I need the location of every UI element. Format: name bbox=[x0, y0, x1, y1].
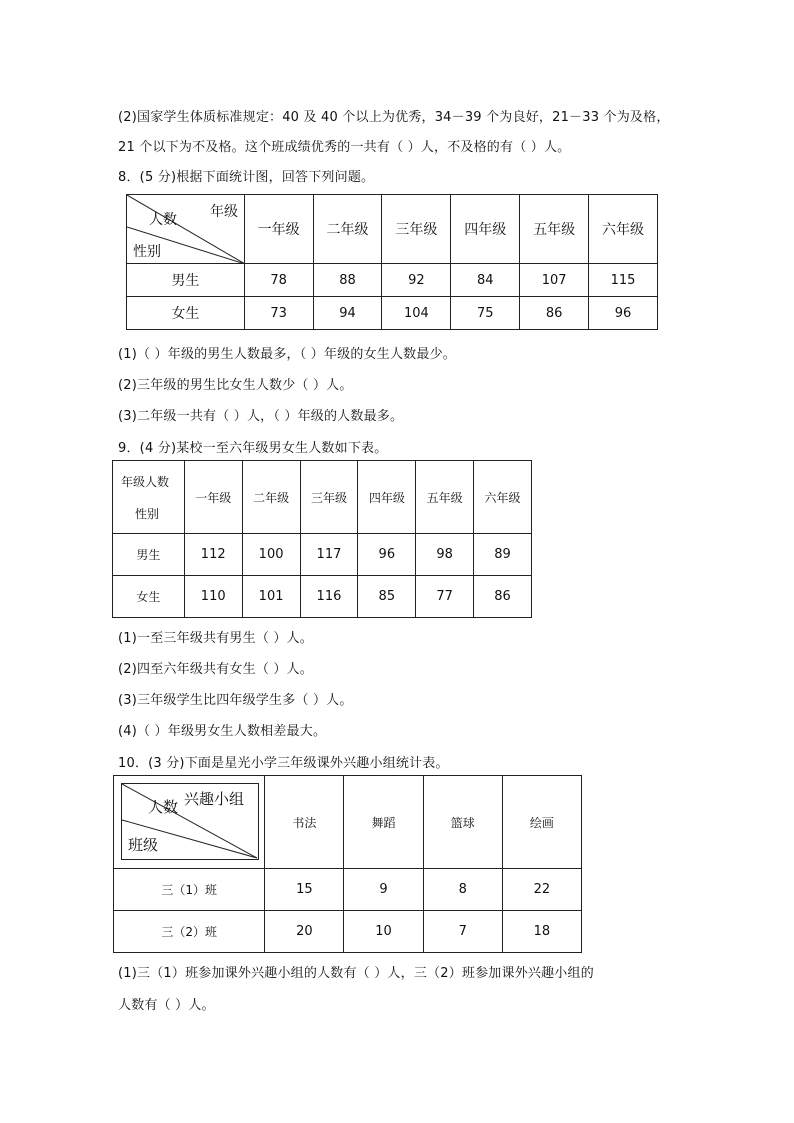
table-cell: 100 bbox=[242, 534, 300, 576]
table-cell: 10 bbox=[344, 911, 423, 953]
table-row bbox=[114, 911, 582, 953]
table-cell: 116 bbox=[300, 576, 358, 618]
q9-row-label-girls: 女生 bbox=[113, 576, 185, 618]
q8-header-1: 一年级 bbox=[244, 195, 313, 264]
q10-corner-mid: 人数 bbox=[148, 798, 179, 816]
table-cell: 96 bbox=[589, 297, 658, 330]
q10-corner-header bbox=[114, 776, 265, 869]
table-cell: 110 bbox=[184, 576, 242, 618]
q7-text-line1: (2)国家学生体质标准规定：40 及 40 个以上为优秀，34－39 个为良好，21－33 个为及格， bbox=[118, 110, 670, 125]
q8-corner-top: 年级 bbox=[210, 204, 238, 220]
q8-row-label-boys: 男生 bbox=[127, 264, 245, 297]
q8-question-1: (1)（ ）年级的男生人数最多，（ ）年级的女生人数最少。 bbox=[118, 347, 456, 362]
table-cell: 75 bbox=[451, 297, 520, 330]
table-cell: 117 bbox=[300, 534, 358, 576]
q10-row-label-class2: 三（2）班 bbox=[114, 911, 265, 953]
q8-header-5: 五年级 bbox=[520, 195, 589, 264]
table-cell: 101 bbox=[242, 576, 300, 618]
table-row bbox=[127, 297, 658, 330]
table-cell: 18 bbox=[502, 911, 581, 953]
table-cell: 15 bbox=[265, 869, 344, 911]
q10-question-1-line1: (1)三（1）班参加课外兴趣小组的人数有（ ）人，三（2）班参加课外兴趣小组的 bbox=[118, 966, 594, 981]
table-cell: 73 bbox=[244, 297, 313, 330]
q9-question-4: (4)（ ）年级男女生人数相差最大。 bbox=[118, 724, 327, 739]
table-cell: 9 bbox=[344, 869, 423, 911]
q10-header-2: 舞蹈 bbox=[344, 776, 423, 869]
table-cell: 78 bbox=[244, 264, 313, 297]
q9-header-1: 一年级 bbox=[184, 461, 242, 534]
table-cell: 20 bbox=[265, 911, 344, 953]
table-cell: 84 bbox=[451, 264, 520, 297]
q8-row-label-girls: 女生 bbox=[127, 297, 245, 330]
q7-text-line2: 21 个以下为不及格。这个班成绩优秀的一共有（ ）人，不及格的有（ ）人。 bbox=[118, 140, 571, 155]
q9-title: 9．(4 分)某校一至六年级男女生人数如下表。 bbox=[118, 441, 388, 456]
table-cell: 115 bbox=[589, 264, 658, 297]
q9-header-6: 六年级 bbox=[474, 461, 532, 534]
q10-header-1: 书法 bbox=[265, 776, 344, 869]
q8-question-2: (2)三年级的男生比女生人数少（ ）人。 bbox=[118, 378, 353, 393]
table-cell: 8 bbox=[423, 869, 502, 911]
table-row bbox=[113, 576, 532, 618]
q10-title: 10．(3 分)下面是星光小学三年级课外兴趣小组统计表。 bbox=[118, 756, 449, 771]
q10-header-3: 篮球 bbox=[423, 776, 502, 869]
table-row bbox=[114, 869, 582, 911]
table-cell: 96 bbox=[358, 534, 416, 576]
table-row bbox=[127, 264, 658, 297]
table-cell: 107 bbox=[520, 264, 589, 297]
q8-header-6: 六年级 bbox=[589, 195, 658, 264]
q9-header-3: 三年级 bbox=[300, 461, 358, 534]
q10-question-1-line2: 人数有（ ）人。 bbox=[118, 998, 215, 1013]
q10-row-label-class1: 三（1）班 bbox=[114, 869, 265, 911]
table-cell: 85 bbox=[358, 576, 416, 618]
q10-table bbox=[113, 775, 582, 953]
q8-header-4: 四年级 bbox=[451, 195, 520, 264]
q9-header-2: 二年级 bbox=[242, 461, 300, 534]
q10-header-4: 绘画 bbox=[502, 776, 581, 869]
q9-header-5: 五年级 bbox=[416, 461, 474, 534]
table-cell: 77 bbox=[416, 576, 474, 618]
table-cell: 104 bbox=[382, 297, 451, 330]
table-cell: 86 bbox=[520, 297, 589, 330]
table-cell: 7 bbox=[423, 911, 502, 953]
q8-question-3: (3)二年级一共有（ ）人，（ ）年级的人数最多。 bbox=[118, 409, 404, 424]
table-cell: 94 bbox=[313, 297, 382, 330]
q9-header-4: 四年级 bbox=[358, 461, 416, 534]
table-cell: 98 bbox=[416, 534, 474, 576]
table-cell: 86 bbox=[474, 576, 532, 618]
q8-corner-mid: 人数 bbox=[149, 212, 177, 228]
table-cell: 88 bbox=[313, 264, 382, 297]
q10-corner-bottom: 班级 bbox=[128, 836, 159, 854]
q9-corner-bottom: 性别 bbox=[135, 507, 160, 521]
table-cell: 89 bbox=[474, 534, 532, 576]
q8-header-2: 二年级 bbox=[313, 195, 382, 264]
table-cell: 22 bbox=[502, 869, 581, 911]
q8-table bbox=[126, 194, 658, 330]
q8-corner-header bbox=[127, 195, 245, 264]
q9-row-label-boys: 男生 bbox=[113, 534, 185, 576]
table-cell: 112 bbox=[184, 534, 242, 576]
q9-question-1: (1)一至三年级共有男生（ ）人。 bbox=[118, 631, 313, 646]
q9-table bbox=[112, 460, 532, 618]
q8-title: 8．(5 分)根据下面统计图，回答下列问题。 bbox=[118, 170, 375, 185]
q9-corner-top: 年级人数 bbox=[121, 475, 170, 489]
q9-question-3: (3)三年级学生比四年级学生多（ ）人。 bbox=[118, 693, 353, 708]
q8-corner-bottom: 性别 bbox=[133, 244, 161, 260]
table-cell: 92 bbox=[382, 264, 451, 297]
q10-corner-top: 兴趣小组 bbox=[184, 790, 245, 808]
q9-corner-header bbox=[113, 461, 185, 534]
q9-question-2: (2)四至六年级共有女生（ ）人。 bbox=[118, 662, 313, 677]
table-row bbox=[113, 534, 532, 576]
q8-header-3: 三年级 bbox=[382, 195, 451, 264]
